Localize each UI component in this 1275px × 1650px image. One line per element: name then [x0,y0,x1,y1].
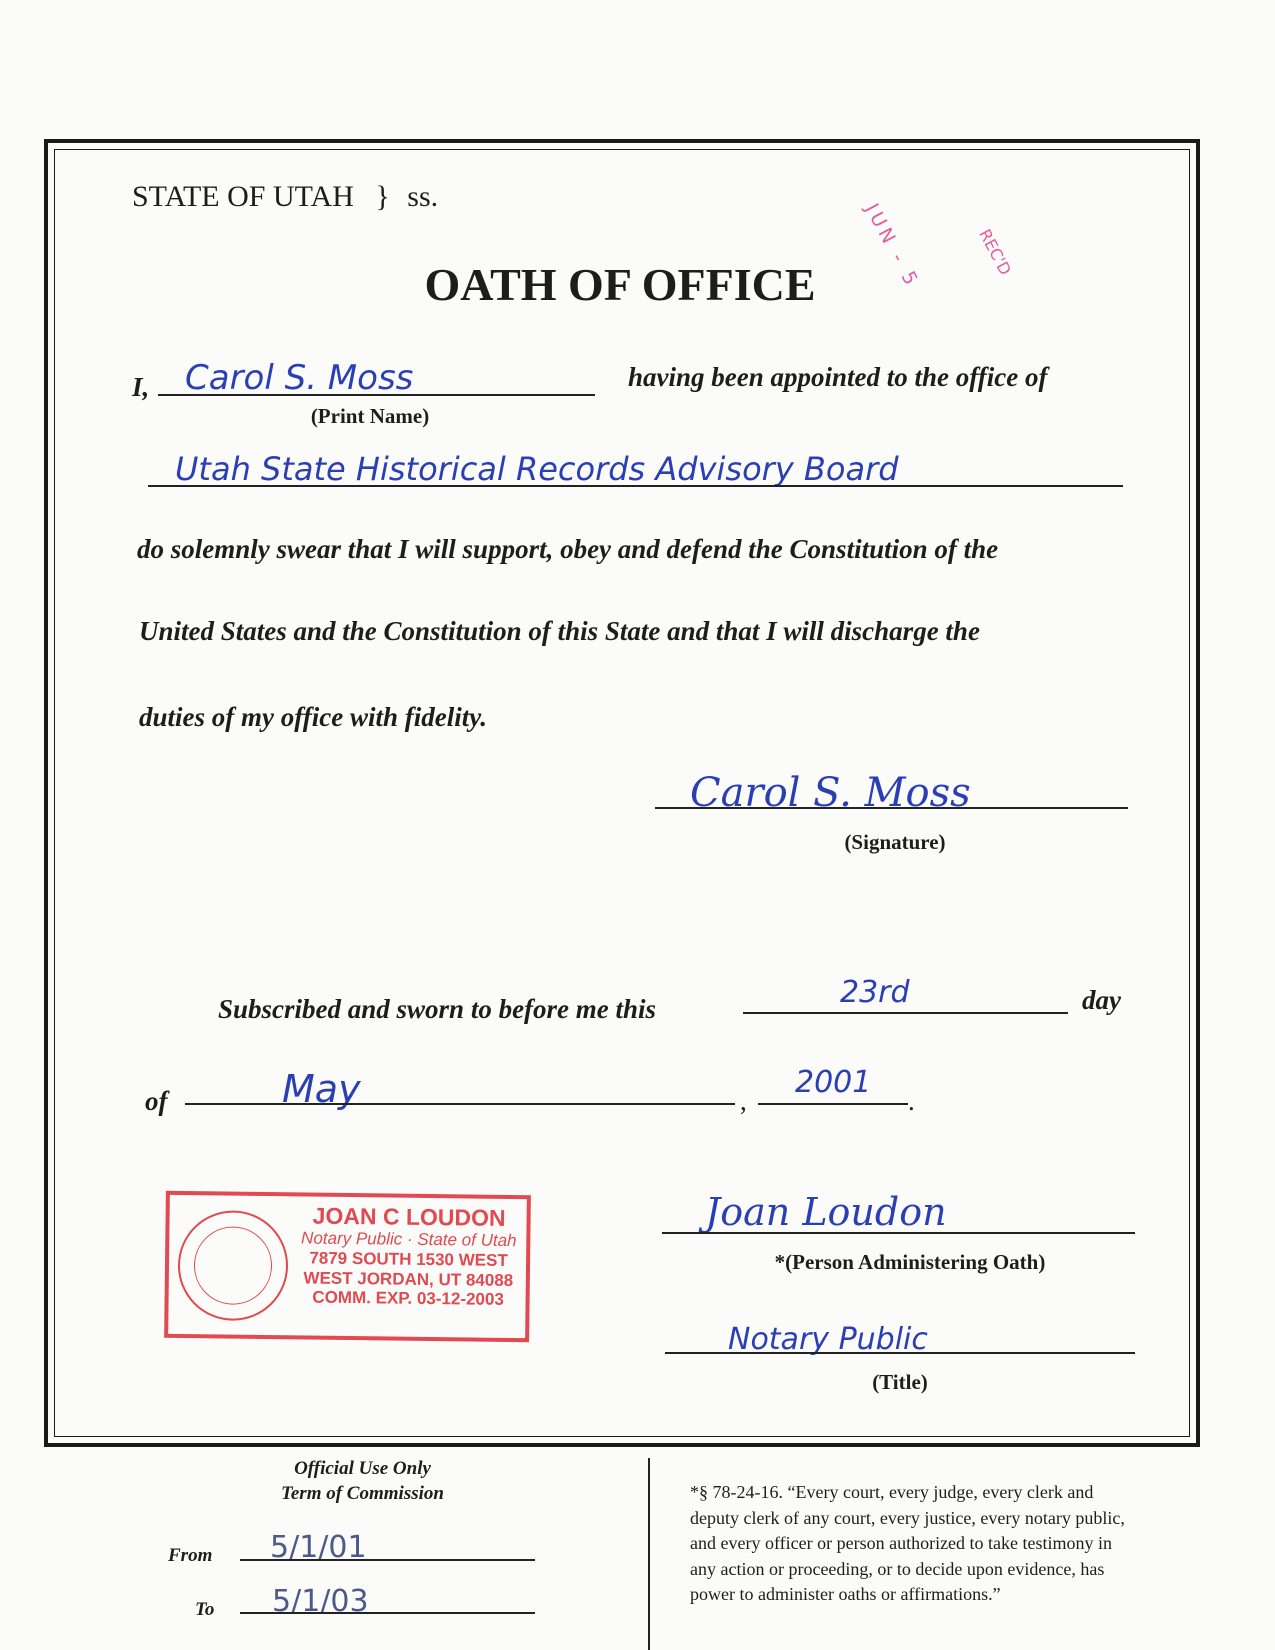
venue-brace: } [375,180,390,213]
received-stamp-date: JUN - 5 [860,200,924,293]
administrator-signature-line [662,1232,1135,1234]
year-value: 2001 [795,1065,872,1100]
office-line [148,485,1123,487]
notary-stamp-text [291,1202,527,1309]
received-stamp-status: REC'D [975,226,1016,279]
day-line [743,1012,1068,1014]
notary-address-2: WEST JORDAN, UT 84088 [303,1267,514,1290]
to-line [240,1612,535,1614]
appointed-text: having been appointed to the office of [628,362,1048,392]
signature-value: Carol S. Moss [690,770,971,816]
signature-line [655,807,1128,809]
of-word: of [145,1086,168,1116]
term-heading: Term of Commission [281,1483,444,1504]
print-name-value: Carol S. Moss [185,358,414,398]
notary-title: Notary Public · State of Utah [301,1228,517,1251]
notary-address-1: 7879 SOUTH 1530 WEST [309,1248,508,1270]
footnote-line-2: deputy clerk of any court, every justice, every notary public, [690,1507,1125,1528]
signature-caption: (Signature) [844,830,946,854]
date-period: . [908,1086,915,1116]
from-label: From [168,1545,213,1566]
print-name-line [158,394,595,396]
day-word: day [1082,985,1121,1015]
state-seal-icon [177,1210,288,1321]
from-line [240,1559,535,1561]
i-prefix: I, [132,372,150,402]
year-line [758,1103,908,1105]
to-value: 5/1/03 [272,1584,369,1619]
venue-ss: ss. [407,180,439,213]
oath-line-3: duties of my office with fidelity. [139,702,487,732]
subscribed-text: Subscribed and sworn to before me this [218,994,657,1024]
page-title: OATH OF OFFICE [424,259,816,310]
month-value: May [282,1067,361,1111]
date-comma: , [740,1086,747,1116]
notary-stamp [164,1191,531,1342]
oath-line-2: United States and the Constitution of this State and that I will discharge the [139,616,980,646]
venue-header [132,180,438,214]
footnote-line-1: *§ 78-24-16. “Every court, every judge, every clerk and [690,1482,1094,1502]
administrator-caption: *(Person Administering Oath) [774,1250,1046,1274]
notary-name: JOAN C LOUDON [312,1202,506,1231]
print-name-caption: (Print Name) [310,404,430,428]
footnote-line-4: any action or proceeding, or to decide upon evidence, has [690,1558,1105,1579]
footnote-line-5: power to administer oaths or affirmations.” [690,1584,1001,1605]
administrator-signature-value: Joan Loudon [705,1190,947,1234]
from-value: 5/1/01 [270,1530,367,1565]
statute-footnote [690,1480,1230,1608]
month-line [185,1103,735,1105]
administrator-title-caption: (Title) [872,1370,928,1394]
venue-state: STATE OF UTAH [132,180,354,213]
office-value: Utah State Historical Records Advisory Board [175,450,899,488]
oath-line-1: do solemnly swear that I will support, obey and defend the Constitution of the [137,534,999,564]
footer-divider [648,1458,650,1650]
to-label: To [195,1599,215,1620]
official-use-heading: Official Use Only [294,1458,431,1479]
administrator-title-line [665,1352,1135,1354]
administrator-title-value: Notary Public [728,1322,928,1357]
day-value: 23rd [840,975,910,1010]
footnote-line-3: and every officer or person authorized to take testimony in [690,1533,1113,1554]
notary-expires: COMM. EXP. 03-12-2003 [312,1287,504,1309]
